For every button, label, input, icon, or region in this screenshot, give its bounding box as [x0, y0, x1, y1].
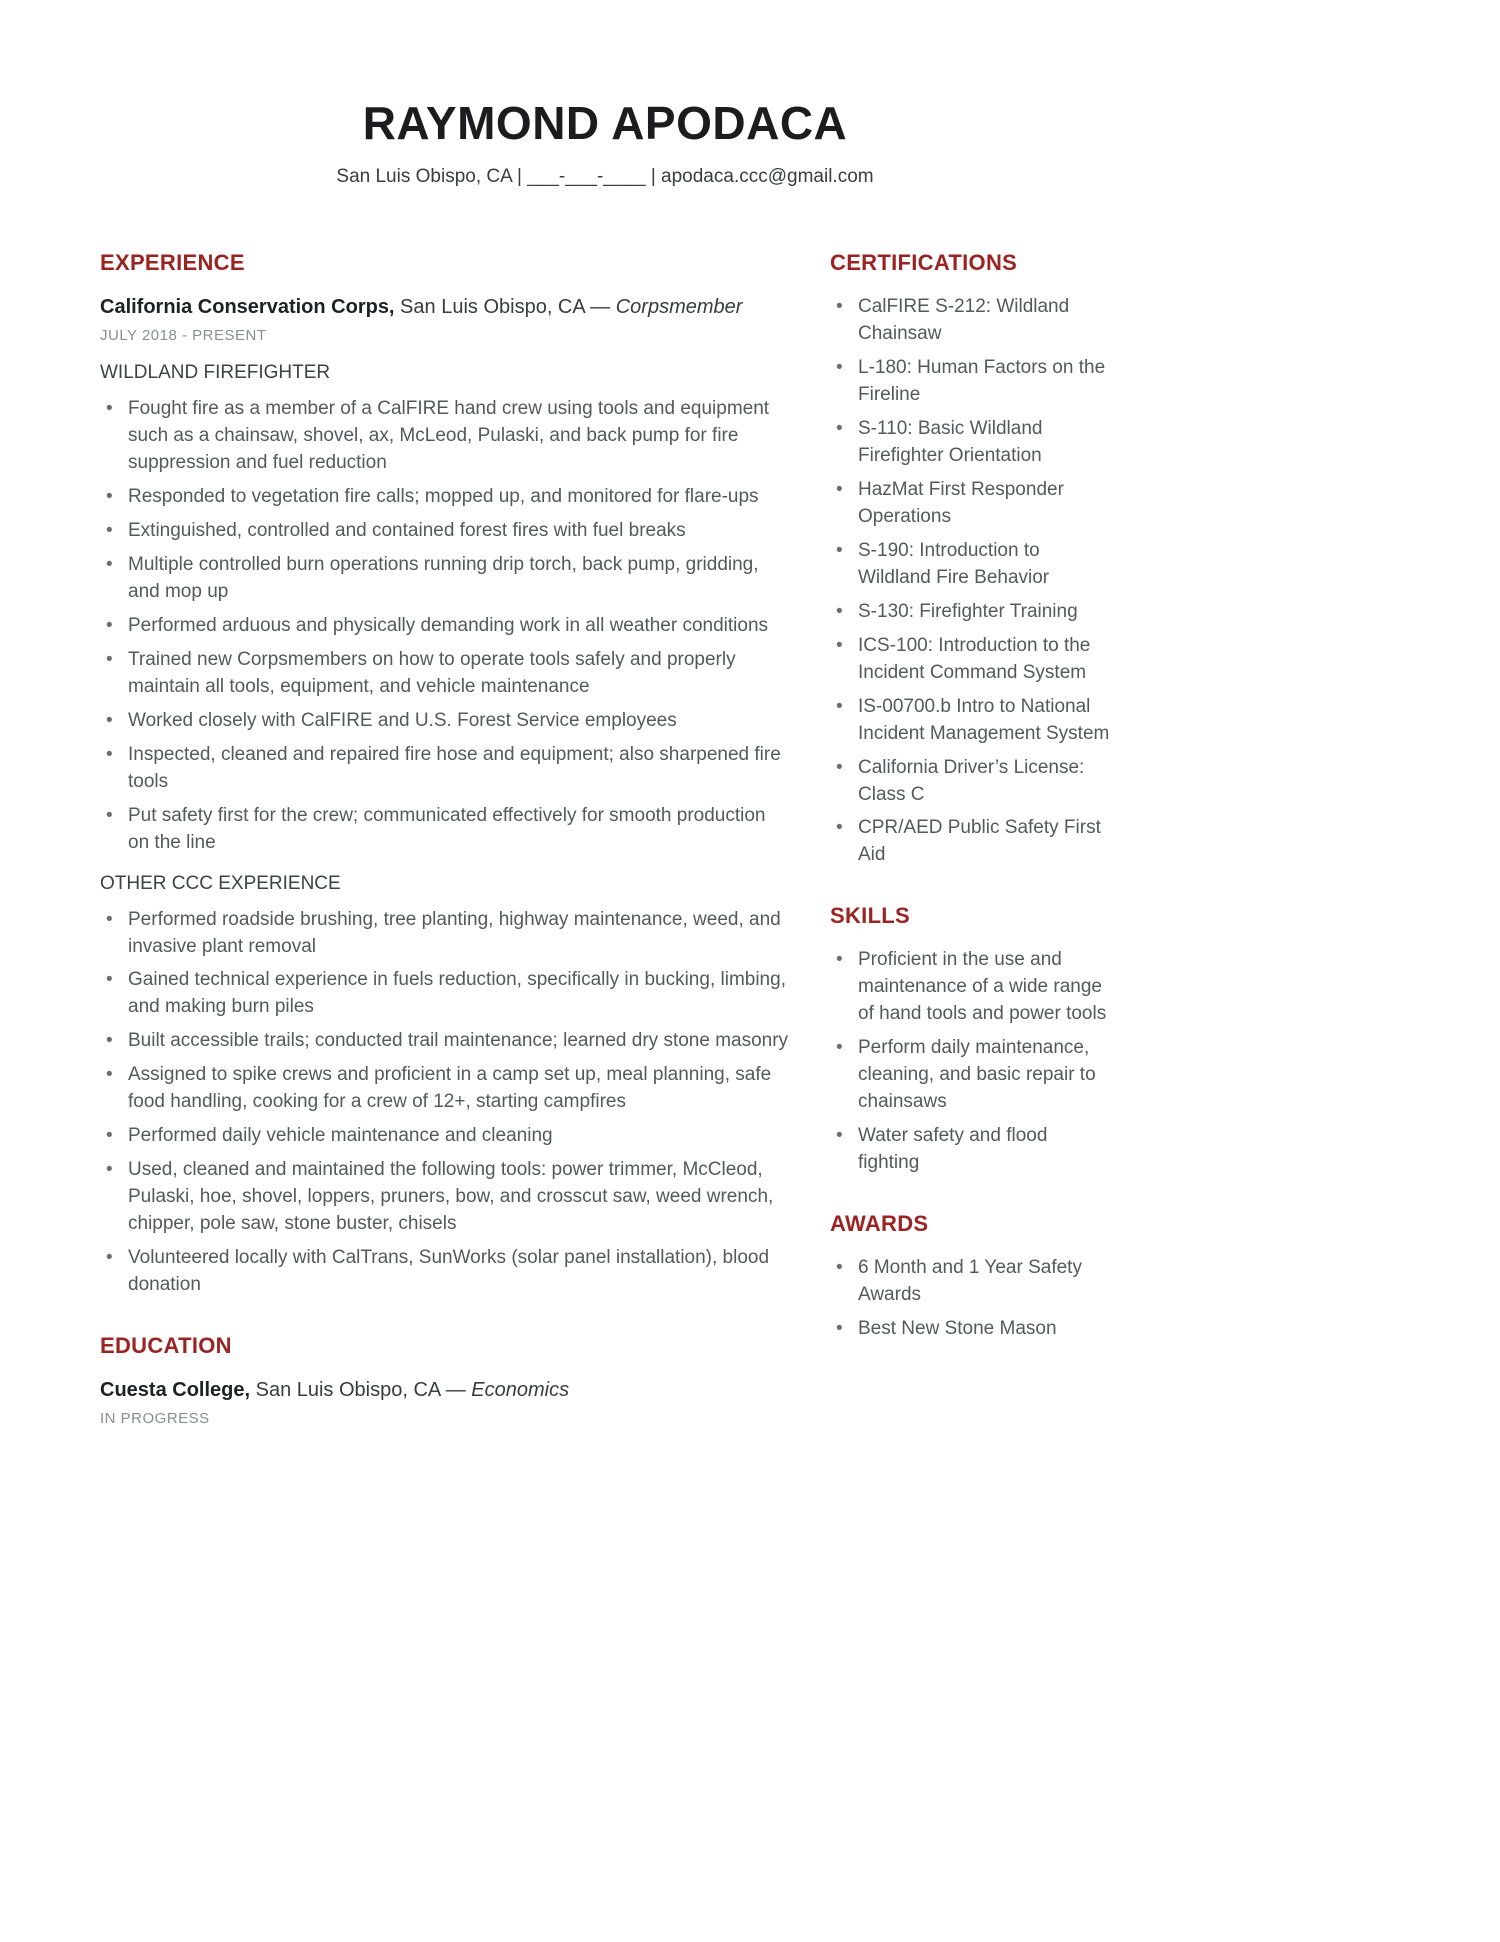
education-section: [100, 1333, 790, 1427]
side-column: [830, 250, 1110, 1350]
bullet-item: • Extinguished, controlled and contained forest fires with fuel breaks: [100, 518, 790, 545]
subsection-wildland-firefighter: WILDLAND FIREFIGHTER: [100, 362, 331, 383]
bullet-item: • Multiple controlled burn operations running drip torch, back pump, gridding, and mop up: [100, 552, 790, 606]
bullet-item: • S-190: Introduction to Wildland Fire Behavior: [830, 538, 1110, 592]
experience-dates: JULY 2018 - PRESENT: [100, 327, 267, 344]
skills-section: [830, 903, 1110, 1177]
bullet-item: • Proficient in the use and maintenance of a wide range of hand tools and power tools: [830, 947, 1110, 1028]
bullet-item: • Assigned to spike crews and proficient in a camp set up, meal planning, safe food handling, cooking for a crew of 12+, starting campfires: [100, 1062, 790, 1116]
resume-header: [100, 96, 1110, 188]
subsection-other-ccc-experience: OTHER CCC EXPERIENCE: [100, 872, 341, 894]
bullet-item: • CalFIRE S-212: Wildland Chainsaw: [830, 294, 1110, 348]
bullet-item: • HazMat First Responder Operations: [830, 477, 1110, 531]
bullet-item: • Inspected, cleaned and repaired fire hose and equipment; also sharpened fire tools: [100, 742, 790, 796]
awards-list: [830, 1255, 1110, 1343]
contact-line: San Luis Obispo, CA | ___-___-____ | apodaca.ccc@gmail.com: [336, 166, 874, 187]
org-role: Corpsmember: [615, 296, 743, 318]
bullet-item: • Worked closely with CalFIRE and U.S. Forest Service employees: [100, 708, 790, 735]
other-ccc-bullet-list: [100, 907, 790, 1300]
education-major: Economics: [471, 1379, 570, 1402]
bullet-item: • Gained technical experience in fuels reduction, specifically in bucking, limbing, and making burn piles: [100, 967, 790, 1021]
main-column: [100, 250, 790, 1427]
certifications-heading: CERTIFICATIONS: [830, 250, 1018, 275]
bullet-item: • CPR/AED Public Safety First Aid: [830, 815, 1110, 869]
bullet-item: • Built accessible trails; conducted trail maintenance; learned dry stone masonry: [100, 1028, 790, 1055]
bullet-item: • 6 Month and 1 Year Safety Awards: [830, 1255, 1110, 1309]
education-school-line: [100, 1377, 790, 1404]
person-name: RAYMOND APODACA: [362, 97, 848, 149]
bullet-item: • Performed daily vehicle maintenance and cleaning: [100, 1123, 790, 1150]
bullet-item: • Water safety and flood fighting: [830, 1123, 1110, 1177]
skills-heading: SKILLS: [830, 903, 911, 929]
bullet-item: • S-110: Basic Wildland Firefighter Orientation: [830, 416, 1110, 470]
skills-list: [830, 947, 1110, 1177]
bullet-item: • ICS-100: Introduction to the Incident Command System: [830, 633, 1110, 687]
org-name: California Conservation Corps,: [100, 296, 395, 318]
bullet-item: • Performed arduous and physically demanding work in all weather conditions: [100, 613, 790, 640]
bullet-item: • Perform daily maintenance, cleaning, and basic repair to chainsaws: [830, 1035, 1110, 1116]
bullet-item: • Performed roadside brushing, tree planting, highway maintenance, weed, and invasive plant removal: [100, 907, 790, 961]
school-name: Cuesta College,: [100, 1379, 251, 1402]
certifications-section: [830, 250, 1110, 869]
awards-heading: AWARDS: [830, 1211, 929, 1237]
bullet-item: • Used, cleaned and maintained the following tools: power trimmer, McCleod, Pulaski, hoe, shovel, loppers, pruners, bow, and crosscut saw, weed wrench, chipper, pole saw, stone buster, chisels: [100, 1157, 790, 1238]
bullet-item: • Fought fire as a member of a CalFIRE hand crew using tools and equipment such as a chainsaw, shovel, ax, McLeod, Pulaski, and back pump for fire suppression and fuel reduction: [100, 396, 790, 477]
bullet-item: • Volunteered locally with CalTrans, SunWorks (solar panel installation), blood donation: [100, 1245, 790, 1299]
bullet-item: • S-130: Firefighter Training: [830, 599, 1110, 626]
experience-section: [100, 250, 790, 1299]
education-status: IN PROGRESS: [100, 1410, 210, 1428]
experience-heading: EXPERIENCE: [100, 250, 245, 275]
org-location: San Luis Obispo, CA —: [394, 296, 616, 318]
bullet-item: • Responded to vegetation fire calls; mopped up, and monitored for flare-ups: [100, 484, 790, 511]
school-location: San Luis Obispo, CA —: [250, 1379, 472, 1402]
body-columns: [100, 250, 1110, 1427]
bullet-item: • California Driver’s License: Class C: [830, 755, 1110, 809]
experience-org-line: [100, 294, 790, 321]
awards-section: [830, 1211, 1110, 1343]
education-heading: EDUCATION: [100, 1333, 232, 1359]
wildland-firefighter-bullet-list: [100, 396, 790, 857]
bullet-item: • Best New Stone Mason: [830, 1316, 1110, 1343]
certifications-list: [830, 294, 1110, 869]
bullet-item: • IS-00700.b Intro to National Incident Management System: [830, 694, 1110, 748]
bullet-item: • Trained new Corpsmembers on how to operate tools safely and properly maintain all tools, equipment, and vehicle maintenance: [100, 647, 790, 701]
bullet-item: • L-180: Human Factors on the Fireline: [830, 355, 1110, 409]
bullet-item: • Put safety first for the crew; communicated effectively for smooth production on the line: [100, 803, 790, 857]
